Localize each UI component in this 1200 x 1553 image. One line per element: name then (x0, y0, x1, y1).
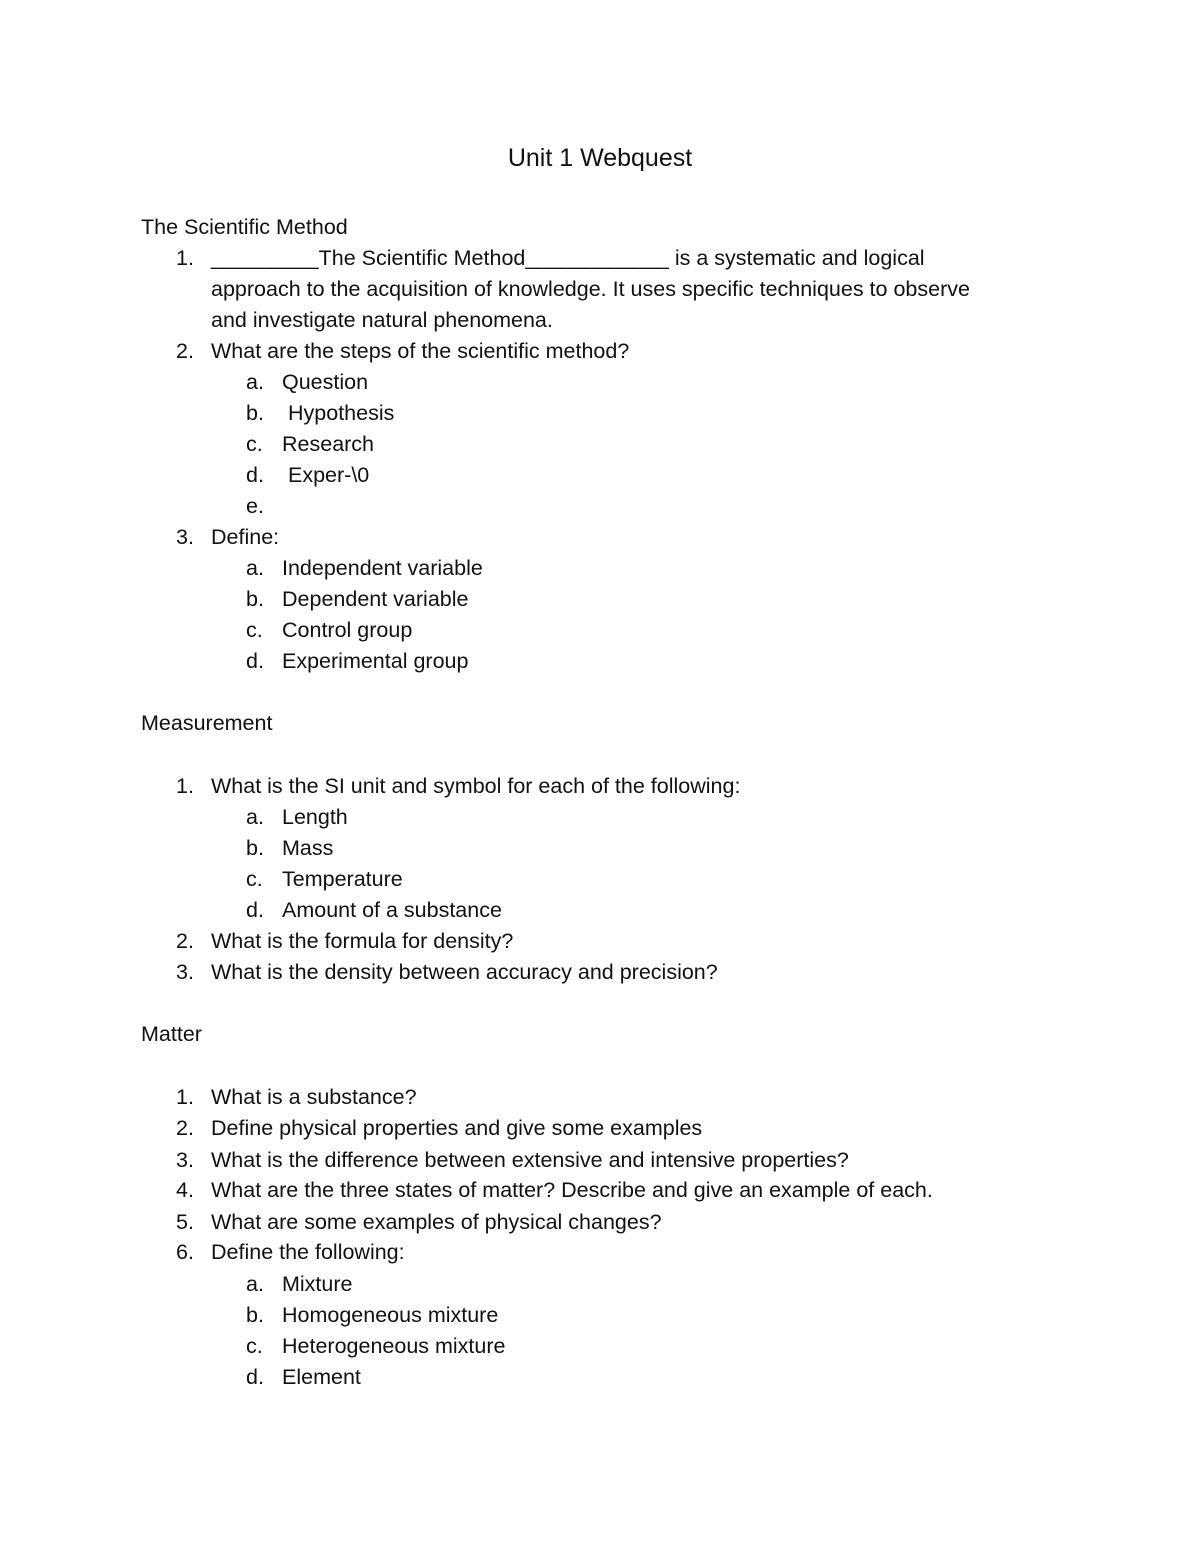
list-item: Heterogeneous mixture (282, 1334, 506, 1358)
list-letter: c. (246, 618, 263, 642)
list-item: Mixture (282, 1272, 353, 1296)
list-item: Independent variable (282, 556, 483, 580)
list-letter: b. (246, 1303, 264, 1327)
list-number: 4. (176, 1178, 194, 1202)
question-text-continued: and investigate natural phenomena. (211, 308, 553, 332)
list-number: 3. (176, 525, 194, 549)
list-letter: d. (246, 1365, 264, 1389)
list-item: Temperature (282, 867, 403, 891)
list-number: 2. (176, 339, 194, 363)
list-letter: e. (246, 494, 264, 518)
list-letter: a. (246, 805, 264, 829)
list-number: 5. (176, 1210, 194, 1234)
list-letter: b. (246, 401, 264, 425)
list-item: Homogeneous mixture (282, 1303, 499, 1327)
list-item: Research (282, 432, 375, 456)
question-text: What is a substance? (211, 1085, 417, 1109)
question-text: What are some examples of physical changes? (211, 1210, 662, 1234)
document-title: Unit 1 Webquest (507, 144, 693, 172)
list-item: Amount of a substance (282, 898, 502, 922)
list-item: Mass (282, 836, 334, 860)
list-number: 1. (176, 1085, 194, 1109)
question-text: Define the following: (211, 1240, 405, 1264)
list-item: Control group (282, 618, 413, 642)
question-text-continued: approach to the acquisition of knowledge. It uses specific techniques to observe (211, 277, 970, 301)
list-item: Dependent variable (282, 587, 469, 611)
list-item: Hypothesis (288, 401, 395, 425)
list-letter: c. (246, 867, 263, 891)
section-heading-scientific-method: The Scientific Method (141, 215, 348, 239)
question-text: Define physical properties and give some examples (211, 1116, 703, 1140)
question-text: What is the SI unit and symbol for each of the following: (211, 774, 741, 798)
list-letter: a. (246, 556, 264, 580)
list-number: 1. (176, 246, 194, 270)
section-heading-measurement: Measurement (141, 711, 273, 735)
question-text: Define: (211, 525, 280, 549)
list-number: 3. (176, 1148, 194, 1172)
list-letter: a. (246, 370, 264, 394)
list-letter: b. (246, 836, 264, 860)
list-letter: d. (246, 649, 264, 673)
list-letter: b. (246, 587, 264, 611)
list-number: 2. (176, 929, 194, 953)
question-text: What is the difference between extensive and intensive properties? (211, 1148, 849, 1172)
question-text: _________The Scientific Method____________ is a systematic and logical (211, 246, 925, 270)
list-number: 2. (176, 1116, 194, 1140)
question-text: What are the three states of matter? Describe and give an example of each. (211, 1178, 933, 1202)
list-number: 3. (176, 960, 194, 984)
list-item: Length (282, 805, 348, 829)
question-text: What is the formula for density? (211, 929, 514, 953)
list-item: Exper-\0 (288, 463, 370, 487)
list-letter: a. (246, 1272, 264, 1296)
list-letter: c. (246, 432, 263, 456)
list-number: 6. (176, 1240, 194, 1264)
list-letter: c. (246, 1334, 263, 1358)
list-letter: d. (246, 463, 264, 487)
list-item: Experimental group (282, 649, 469, 673)
list-number: 1. (176, 774, 194, 798)
list-item: Element (282, 1365, 361, 1389)
list-letter: d. (246, 898, 264, 922)
section-heading-matter: Matter (141, 1022, 202, 1046)
question-text: What is the density between accuracy and precision? (211, 960, 718, 984)
list-item: Question (282, 370, 369, 394)
question-text: What are the steps of the scientific method? (211, 339, 630, 363)
